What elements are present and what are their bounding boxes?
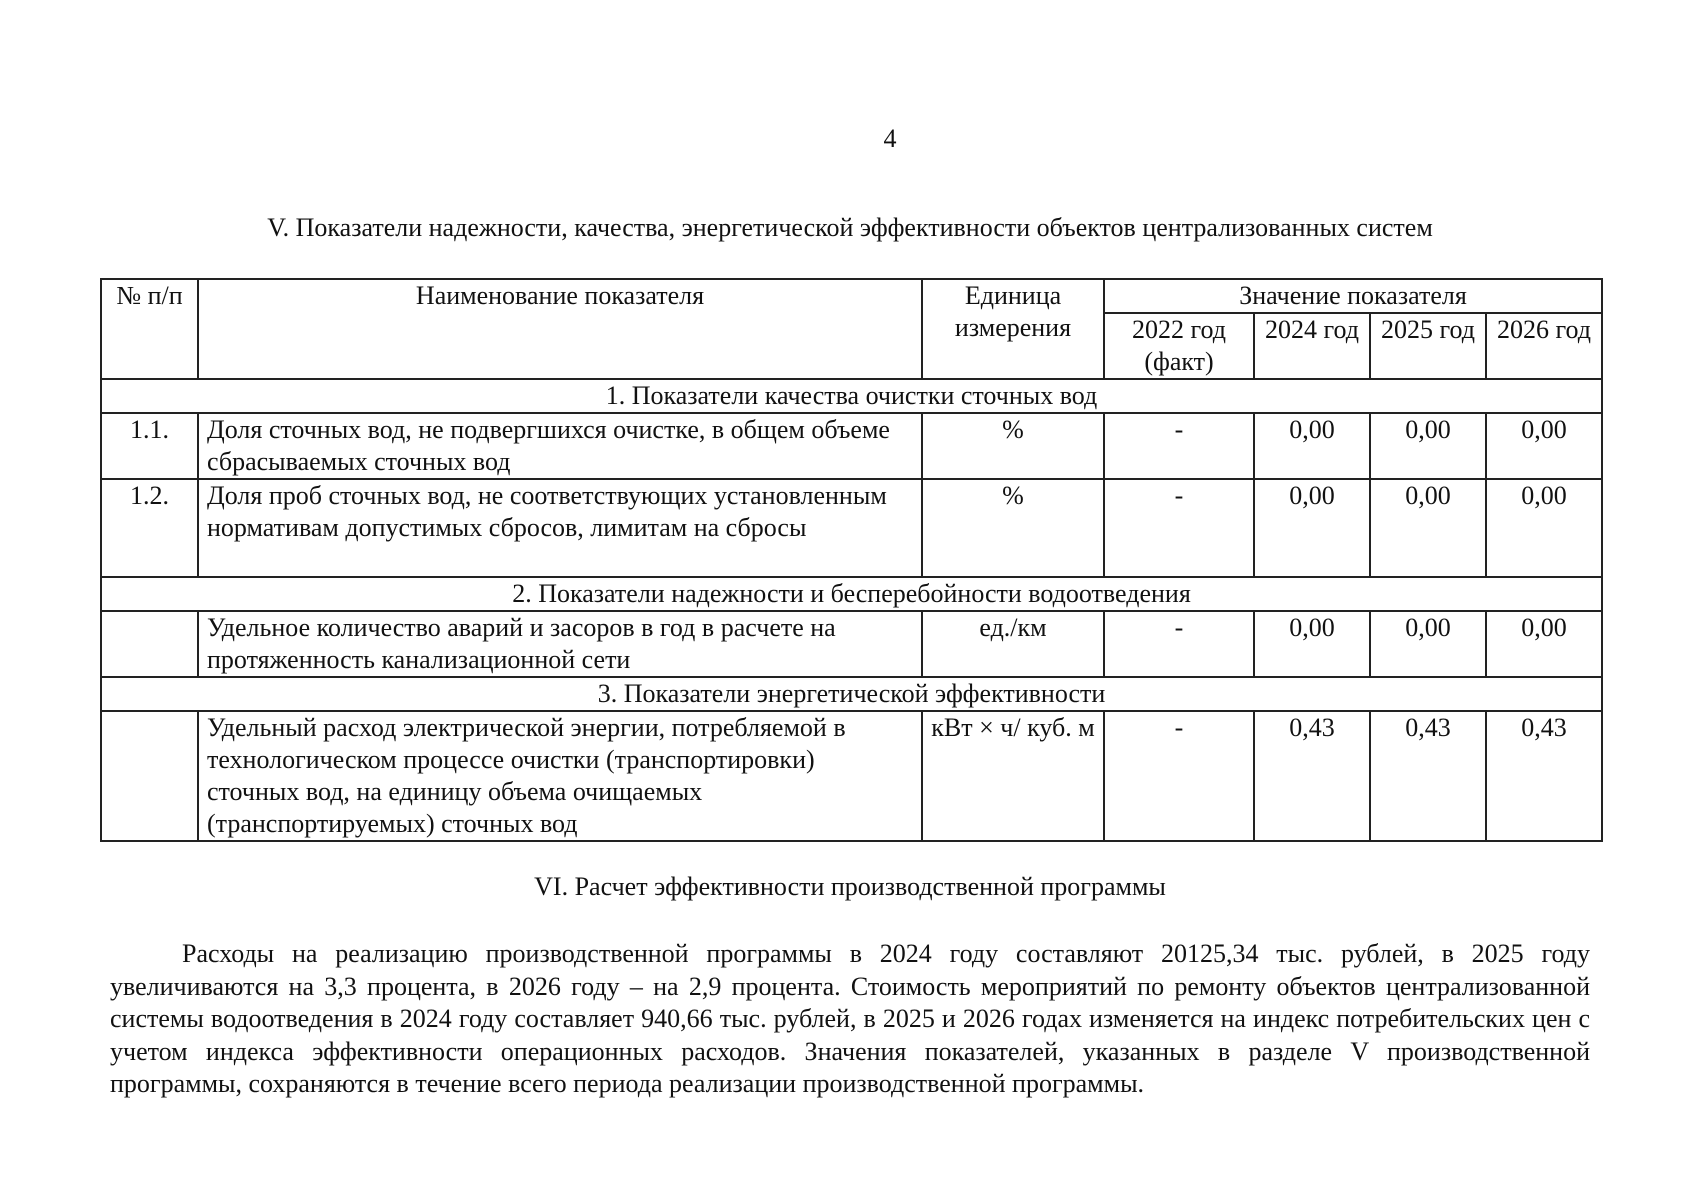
table-row — [101, 413, 1602, 479]
header-year-2022: 2022 год (факт) — [1104, 313, 1254, 379]
group-title: 1. Показатели качества очистки сточных вод — [101, 379, 1602, 413]
header-year-2025: 2025 год — [1370, 313, 1486, 379]
group-row — [101, 677, 1602, 711]
row-num: 1.1. — [101, 413, 198, 479]
header-year-2026: 2026 год — [1486, 313, 1602, 379]
table-row — [101, 479, 1602, 577]
row-value-2026: 0,00 — [1486, 413, 1602, 479]
row-value-2026: 0,43 — [1486, 711, 1602, 841]
row-value-2024: 0,00 — [1254, 479, 1370, 577]
row-value-2024: 0,00 — [1254, 413, 1370, 479]
header-name: Наименование показателя — [198, 279, 922, 379]
row-name: Доля проб сточных вод, не соответствующих установленным нормативам допустимых сбросов, лимитам на сбросы — [198, 479, 922, 577]
row-value-2026: 0,00 — [1486, 611, 1602, 677]
group-row — [101, 577, 1602, 611]
row-unit: ед./км — [922, 611, 1104, 677]
group-title: 3. Показатели энергетической эффективности — [101, 677, 1602, 711]
table-row — [101, 611, 1602, 677]
group-title: 2. Показатели надежности и бесперебойности водоотведения — [101, 577, 1602, 611]
section-vi-title: VI. Расчет эффективности производственной программы — [534, 872, 1166, 901]
row-value-2026: 0,00 — [1486, 479, 1602, 577]
row-value-2022: - — [1104, 479, 1254, 577]
table-row — [101, 711, 1602, 841]
section-v-title: V. Показатели надежности, качества, энергетической эффективности объектов централизованных систем — [267, 213, 1433, 242]
row-value-2024: 0,43 — [1254, 711, 1370, 841]
row-name: Удельное количество аварий и засоров в год в расчете на протяженность канализационной сети — [198, 611, 922, 677]
row-value-2022: - — [1104, 413, 1254, 479]
page-number: 4 — [883, 124, 897, 153]
header-num: № п/п — [101, 279, 198, 379]
row-value-2025: 0,00 — [1370, 413, 1486, 479]
row-num — [101, 711, 198, 841]
section-vi-paragraph: Расходы на реализацию производственной программы в 2024 году составляют 20125,34 тыс. рублей, в 2025 году увеличиваются на 3,3 процента, в 2026 году – на 2,9 процента. Стоимость мероприятий по ремонту объектов централизованной системы водоотведения в 2024 году составляет 940,66 тыс. рублей, в 2025 и 2026 годах изменяется на индекс потребительских цен с учетом индекса эффективности операционных расходов. Значения показателей, указанных в разделе V производственной программы, сохраняются в течение всего периода реализации производственной программы. — [110, 939, 1590, 1098]
row-name: Удельный расход электрической энергии, потребляемой в технологическом процессе очистки (транспортировки) сточных вод, на единицу объема очищаемых (транспортируемых) сточных вод — [198, 711, 922, 841]
row-value-2022: - — [1104, 611, 1254, 677]
row-name: Доля сточных вод, не подвергшихся очистке, в общем объеме сбрасываемых сточных вод — [198, 413, 922, 479]
row-value-2025: 0,00 — [1370, 479, 1486, 577]
row-unit: % — [922, 479, 1104, 577]
group-row — [101, 379, 1602, 413]
indicators-table — [100, 278, 1603, 842]
row-unit: % — [922, 413, 1104, 479]
row-value-2025: 0,43 — [1370, 711, 1486, 841]
row-value-2022: - — [1104, 711, 1254, 841]
header-year-2024: 2024 год — [1254, 313, 1370, 379]
header-unit: Единица измерения — [922, 279, 1104, 379]
row-num: 1.2. — [101, 479, 198, 577]
row-value-2025: 0,00 — [1370, 611, 1486, 677]
header-value-group: Значение показателя — [1104, 279, 1602, 313]
row-value-2024: 0,00 — [1254, 611, 1370, 677]
row-unit: кВт × ч/ куб. м — [922, 711, 1104, 841]
row-num — [101, 611, 198, 677]
